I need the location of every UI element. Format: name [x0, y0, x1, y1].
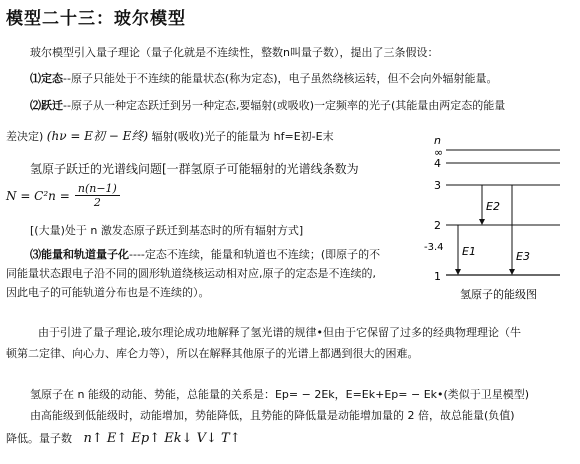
level-label-2: 2: [434, 219, 441, 232]
spectrum-formula: [6, 182, 120, 209]
spectrum-fraction: [75, 182, 120, 209]
level-label-4: 4: [434, 157, 441, 170]
intro-text: 玻尔模型引入量子理论（量子化就是不连续性，整数n叫量子数），提出了三条假设：: [30, 46, 439, 59]
hypothesis-2-tail: 辐射(吸收)光子的能量为 hf=E初-E末: [151, 130, 334, 143]
hypothesis-2-cont: 差决定): [6, 130, 44, 143]
spectrum-note: [(大量)处于 n 激发态原子跃迁到基态时的所有辐射方式]: [30, 224, 304, 237]
hypothesis-3-line2: 同能量状态跟电子沿不同的圆形轨道绕核运动相对应,原子的定态是不连续的,: [6, 267, 376, 280]
fraction-denominator: 2: [93, 196, 101, 209]
hypothesis-3-label: ⑶能量和轨道量子化: [30, 248, 129, 261]
energy-relation-line3: [6, 432, 241, 446]
spectrum-line: 氢原子跃迁的光谱线问题[一群氢原子可能辐射的光谱线条数为: [30, 162, 359, 176]
hypothesis-2-text: --原子从一种定态跃迁到另一种定态,要辐射(或吸收)一定频率的光子(其能量由两定态的能量: [63, 99, 506, 112]
transition-label-e1: E1: [462, 245, 476, 258]
level-label-3: 3: [434, 179, 441, 192]
hypothesis-2-continued: [6, 129, 334, 144]
hypothesis-2: [30, 99, 505, 113]
hypothesis-1: [30, 72, 498, 86]
energy-relation-line3-text: 降低。量子数: [6, 432, 72, 445]
hypothesis-1-label: ⑴定态: [30, 72, 63, 85]
diagram-caption: 氢原子的能级图: [460, 288, 537, 301]
hypothesis-2-label: ⑵跃迁: [30, 99, 63, 112]
transition-arrowhead-e3: [509, 269, 515, 275]
hypothesis-3: [30, 248, 380, 262]
spectrum-formula-lhs: N = C²n =: [6, 189, 70, 203]
transition-arrowhead-e1: [455, 269, 461, 275]
energy-relation-line2: 由高能级到低能级时，动能增加，势能降低，且势能的降低量是动能增加量的 2 倍，故总能量(负值): [30, 409, 515, 422]
transition-label-e3: E3: [516, 250, 530, 263]
level-energy-2: -3.4: [424, 242, 444, 253]
transition-arrowhead-e2: [479, 219, 485, 225]
fraction-numerator: n(n−1): [75, 182, 120, 196]
bohr-frequency-formula: (hν = E初 − E终): [46, 129, 149, 143]
hypothesis-3-line1: ----定态不连续，能量和轨道也不连续；(即原子的不: [129, 248, 381, 261]
level-label-1: 1: [434, 270, 441, 283]
axis-n-label: n: [434, 134, 441, 147]
hypothesis-1-text: --原子只能处于不连续的能量状态(称为定态)，电子虽然绕核运转，但不会向外辐射能量。: [63, 72, 498, 85]
quantum-trend-formula: n↑ E↑ Ep↑ Ek↓ V↓ T↑: [83, 431, 241, 446]
level-label-inf: ∞: [434, 146, 444, 159]
energy-relation-line1: 氢原子在 n 能级的动能、势能，总能量的关系是：Ep= − 2Ek，E=Ek+Ep= − Ek•(类似于卫星模型): [30, 388, 530, 401]
page-title: 模型二十三：玻尔模型: [6, 9, 186, 29]
transition-label-e2: E2: [486, 200, 500, 213]
hypothesis-3-line3: 因此电子的可能轨道分布也是不连续的）。: [6, 286, 210, 299]
limitation-line2: 顿第二定律、向心力、库仑力等），所以在解释其他原子的光谱上都遇到很大的困难。: [6, 347, 419, 360]
limitation-line1: 由于引进了量子理论,玻尔理论成功地解释了氢光谱的规律•但由于它保留了过多的经典物理理论（牛: [38, 326, 521, 339]
energy-level-diagram: [420, 130, 570, 310]
